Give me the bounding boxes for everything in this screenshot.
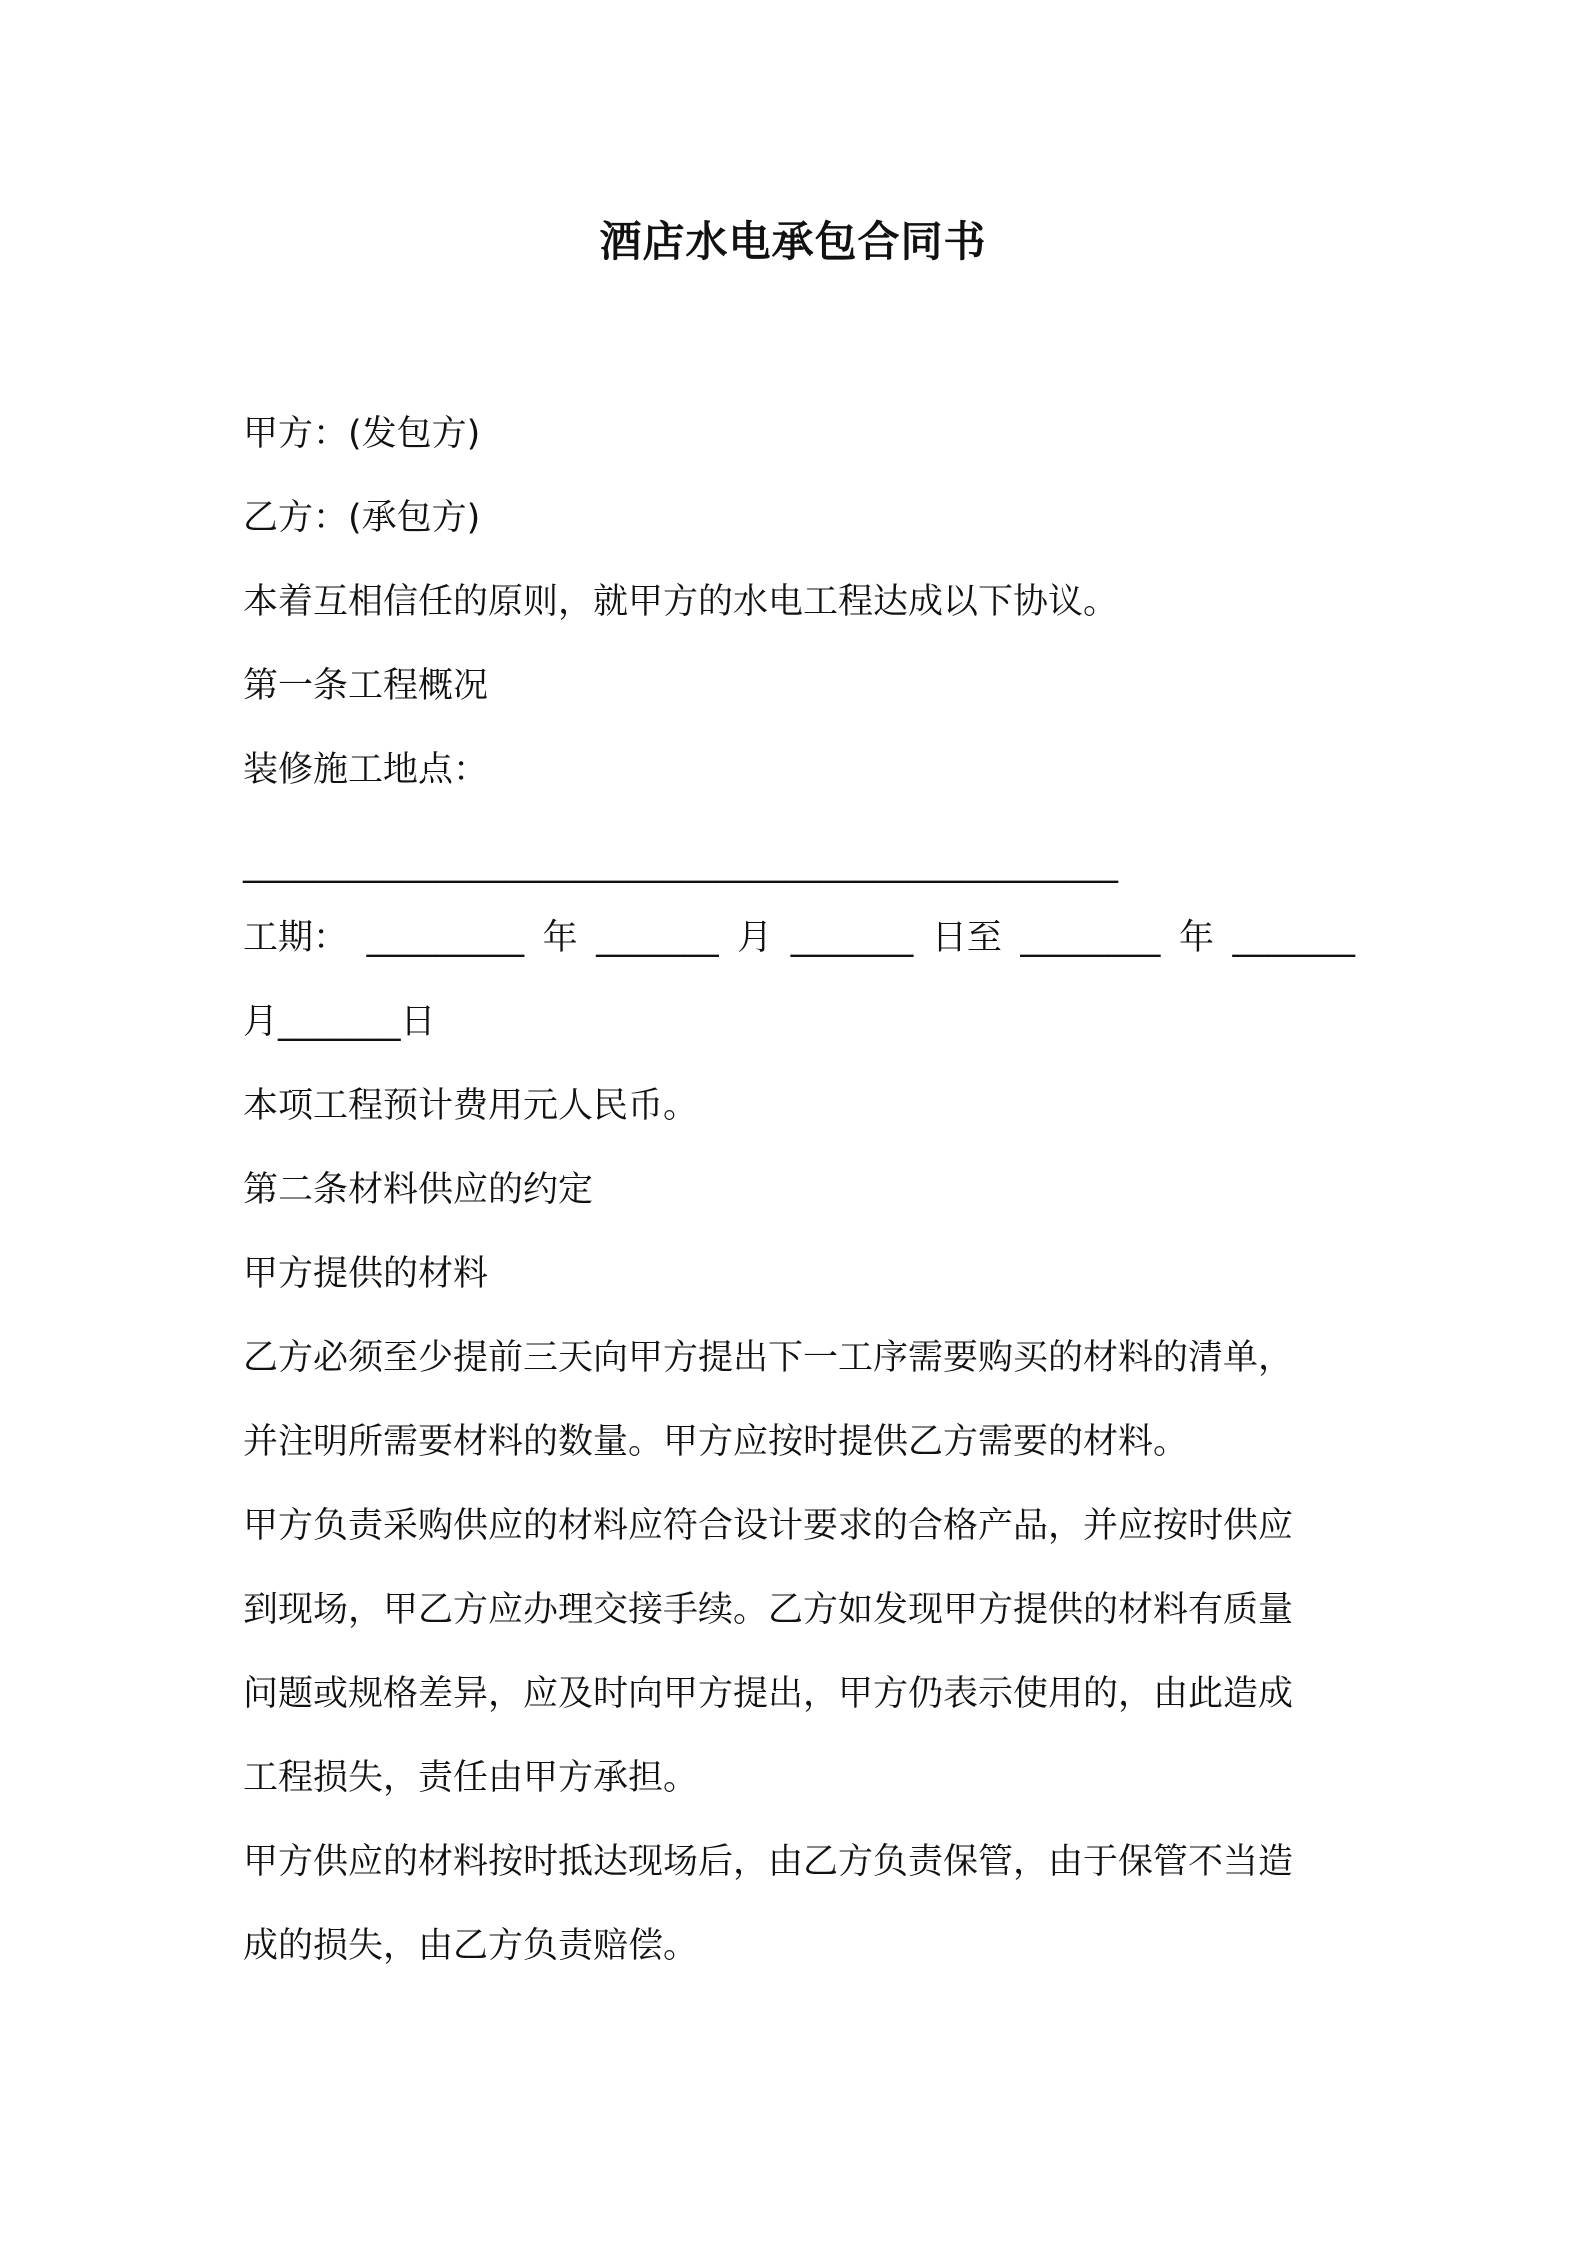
paragraph-line: 问题或规格差异，应及时向甲方提出，甲方仍表示使用的，由此造成 bbox=[243, 1674, 1294, 1714]
document-title: 酒店水电承包合同书 bbox=[599, 217, 987, 266]
schedule-label: 工期： bbox=[243, 918, 349, 958]
paragraph-line: 甲方供应的材料按时抵达现场后，由乙方负责保管，由于保管不当造 bbox=[243, 1842, 1294, 1882]
site-location-label: 装修施工地点： bbox=[243, 750, 489, 790]
schedule-blank-5: _______ bbox=[1232, 918, 1355, 958]
paragraph-line: 到现场，甲乙方应办理交接手续。乙方如发现甲方提供的材料有质量 bbox=[243, 1590, 1294, 1630]
schedule-blank-3: _______ bbox=[790, 918, 914, 958]
paragraph-line: 并注明所需要材料的数量。甲方应按时提供乙方需要的材料。 bbox=[243, 1422, 1189, 1462]
site-location-blank: __________________________________________________ bbox=[243, 844, 1118, 884]
party-a-line: 甲方：(发包方) bbox=[243, 414, 481, 454]
paragraph-line: 甲方负责采购供应的材料应符合设计要求的合格产品，并应按时供应 bbox=[243, 1506, 1294, 1546]
schedule-day-to: 日至 bbox=[931, 918, 1002, 958]
preamble-line: 本着互相信任的原则，就甲方的水电工程达成以下协议。 bbox=[243, 582, 1119, 622]
paragraph-line: 成的损失，由乙方负责赔偿。 bbox=[243, 1926, 699, 1966]
schedule-month-1: 月 bbox=[737, 918, 773, 958]
schedule-year-1: 年 bbox=[542, 918, 578, 958]
schedule-blank-2: _______ bbox=[596, 918, 719, 958]
estimated-cost-line: 本项工程预计费用元人民币。 bbox=[243, 1086, 699, 1126]
schedule-line bbox=[243, 912, 1355, 964]
schedule-year-2: 年 bbox=[1178, 918, 1214, 958]
party-b-line: 乙方：(承包方) bbox=[243, 498, 481, 538]
schedule-line-continued: 月_______日 bbox=[243, 1002, 436, 1042]
paragraph-line: 工程损失，责任由甲方承担。 bbox=[243, 1758, 699, 1798]
article-2-heading: 第二条材料供应的约定 bbox=[243, 1170, 594, 1210]
schedule-blank-1: _________ bbox=[366, 918, 525, 958]
party-a-materials-heading: 甲方提供的材料 bbox=[243, 1254, 489, 1294]
article-1-heading: 第一条工程概况 bbox=[243, 666, 489, 706]
paragraph-line: 乙方必须至少提前三天向甲方提出下一工序需要购买的材料的清单， bbox=[243, 1338, 1294, 1378]
schedule-blank-4: ________ bbox=[1020, 918, 1161, 958]
